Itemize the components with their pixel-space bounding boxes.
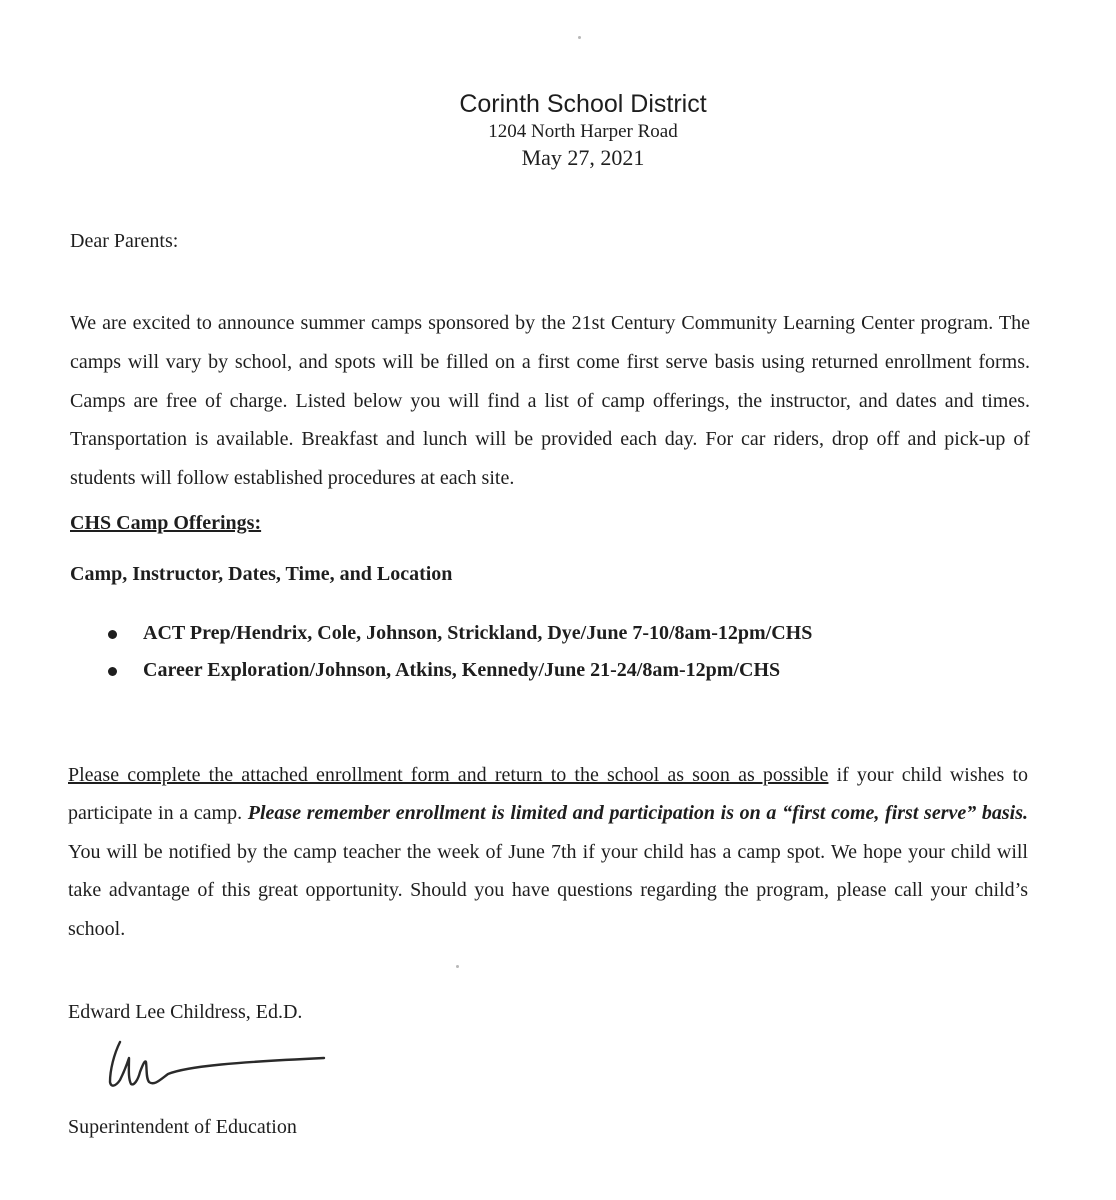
section-heading: CHS Camp Offerings: (70, 512, 262, 534)
letter-date: May 27, 2021 (521, 145, 645, 170)
camp-item (70, 615, 812, 652)
camp-item-text: ACT Prep/Hendrix, Cole, Johnson, Strickland, Dye/June 7-10/8am-12pm/CHS (143, 622, 813, 644)
district-address: 1204 North Harper Road (488, 121, 678, 142)
enrollment-instruction: Please complete the attached enrollment form and return to the school as soon as possible (68, 764, 829, 786)
columns-heading: Camp, Instructor, Dates, Time, and Location (70, 563, 453, 585)
salutation: Dear Parents: (70, 230, 179, 252)
closing-text-2: You will be notified by the camp teacher the week of June 7th if your child has a camp spot. We hope your child will take advantage of this great opportunity. Should you have questions regarding the program, please call your child’s school. (68, 840, 1028, 940)
district-name: Corinth School District (459, 90, 707, 118)
intro-paragraph: We are excited to announce summer camps sponsored by the 21st Century Community Learning Center program. The camps will vary by school, and spots will be filled on a first come first serve basis using returned enrollment forms. Camps are free of charge. Listed below you will find a list of camp offerings, the instructor, and dates and times. Transportation is available. Breakfast and lunch will be provided each day. For car riders, drop off and pick-up of students will follow established procedures at each site. (70, 312, 1030, 490)
scan-speck (456, 965, 459, 968)
camp-item (70, 652, 812, 689)
bullet-icon (108, 667, 117, 676)
enrollment-notice: Please remember enrollment is limited and participation is on a “first come, first serve” basis. (247, 802, 1029, 825)
handwritten-signature (98, 1036, 328, 1098)
camp-list (70, 615, 812, 689)
camp-item-text: Career Exploration/Johnson, Atkins, Kennedy/June 21-24/8am-12pm/CHS (143, 659, 781, 681)
bullet-icon (108, 630, 117, 639)
closing-paragraph (68, 756, 1028, 948)
closing-text-1: if your child wishes to participate in a camp. (68, 764, 1029, 825)
signer-name: Edward Lee Childress, Ed.D. (68, 1001, 303, 1023)
letterhead (0, 88, 1116, 172)
signer-title: Superintendent of Education (68, 1116, 297, 1138)
scan-speck (578, 36, 581, 39)
